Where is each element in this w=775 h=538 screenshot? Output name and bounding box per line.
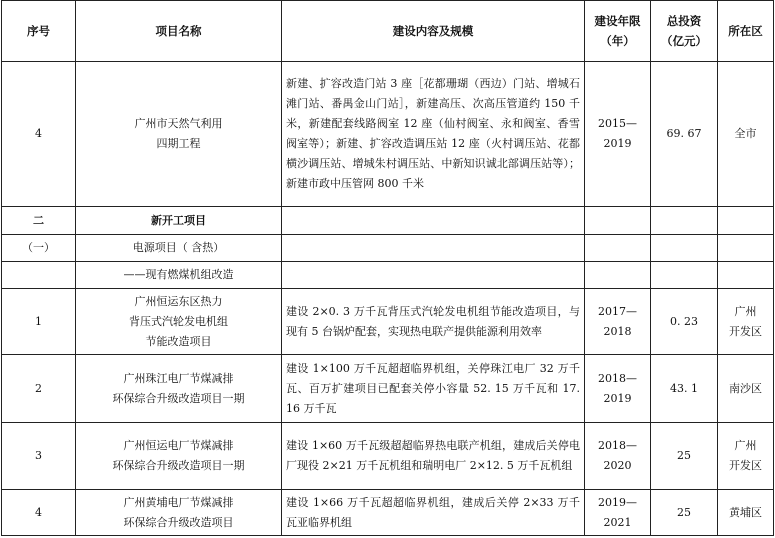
row-name-line: 环保综合升级改造项目 xyxy=(123,515,234,529)
row-district-line: 开发区 xyxy=(729,459,762,472)
row-name: 新开工项目 xyxy=(76,207,282,235)
header-invest-line1: 总投资 xyxy=(666,14,702,28)
row-no: 1 xyxy=(2,289,76,355)
subsection-row xyxy=(2,235,774,262)
category-row xyxy=(2,262,774,289)
header-invest-line2: （亿元） xyxy=(661,34,707,48)
row-district-line: 全市 xyxy=(734,127,757,140)
row-name-line: 四期工程 xyxy=(156,137,201,150)
row-years: 2017—2018 xyxy=(585,289,651,355)
row-district-line: 开发区 xyxy=(729,324,762,338)
row-no: 4 xyxy=(2,62,76,207)
row-years: 2015—2019 xyxy=(585,62,651,207)
row-no: 2 xyxy=(2,355,76,423)
row-years xyxy=(585,235,651,262)
row-invest: 43. 1 xyxy=(651,355,718,423)
header-years xyxy=(585,1,651,62)
row-district-line: 黄埔区 xyxy=(729,505,762,519)
table-row xyxy=(2,62,774,207)
row-invest: 25 xyxy=(651,490,718,536)
row-content: 建设 1×66 万千瓦超超临界机组，建成后关停 2×33 万千瓦亚临界机组 xyxy=(282,490,585,536)
row-content: 新建、扩容改造门站 3 座［花都珊瑚（西边）门站、增城石滩门站、番禺金山门站］，新建高压、次高压管道约 150 千米，新建配套线路阀室 12 座（仙村阀室、永和阀室、香雪阀室等）；新建、扩容改造调压站 12 座（火村调压站、花都横沙调压站、增城朱村调压站、中新知识诚北部调压站等）；新建市政中压管网 800 千米 xyxy=(282,62,585,207)
row-years: 2019—2021 xyxy=(585,490,651,536)
row-name-line: 环保综合升级改造项目一期 xyxy=(112,459,245,472)
row-years: 2018—2020 xyxy=(585,423,651,490)
row-name-line: 背压式汽轮发电机组 xyxy=(129,314,228,328)
table-row xyxy=(2,355,774,423)
header-no: 序号 xyxy=(2,1,76,62)
row-district xyxy=(718,289,774,355)
row-name-line: 广州黄埔电厂节煤减排 xyxy=(123,495,234,509)
row-content: 建设 1×100 万千瓦超超临界机组，关停珠江电厂 32 万千瓦、百万扩建项目已配套关停小容量 52. 15 万千瓦和 17. 16 万千瓦 xyxy=(282,355,585,423)
row-district-line: 广州 xyxy=(734,439,757,452)
row-district-line: 广州 xyxy=(734,304,757,318)
header-content: 建设内容及规模 xyxy=(282,1,585,62)
row-name-line: 广州珠江电厂节煤减排 xyxy=(123,371,234,385)
header-years-line2: （年） xyxy=(600,34,635,48)
row-name-line: 节能改造项目 xyxy=(145,334,212,348)
row-district xyxy=(718,355,774,423)
header-invest xyxy=(651,1,718,62)
row-invest: 69. 67 xyxy=(651,62,718,207)
row-name-line: 广州恒运东区热力 xyxy=(134,294,223,308)
row-no: （一） xyxy=(2,235,76,262)
row-name xyxy=(76,289,282,355)
row-name xyxy=(76,490,282,536)
row-district xyxy=(718,490,774,536)
row-content: 建设 1×60 万千瓦级超超临界热电联产机组，建成后关停电厂现役 2×21 万千瓦机组和瑞明电厂 2×12. 5 万千瓦机组 xyxy=(282,423,585,490)
row-years: 2018—2019 xyxy=(585,355,651,423)
table-row xyxy=(2,490,774,536)
row-content xyxy=(282,207,585,235)
row-invest xyxy=(651,235,718,262)
section-row xyxy=(2,207,774,235)
row-no xyxy=(2,262,76,289)
table-header-row xyxy=(2,1,774,62)
row-years xyxy=(585,262,651,289)
row-district xyxy=(718,207,774,235)
table-row xyxy=(2,289,774,355)
row-name-line: 广州市天然气利用 xyxy=(134,117,223,130)
row-name xyxy=(76,423,282,490)
header-district: 所在区 xyxy=(718,1,774,62)
row-district xyxy=(718,262,774,289)
header-name: 项目名称 xyxy=(76,1,282,62)
row-no: 二 xyxy=(2,207,76,235)
row-name: ——现有燃煤机组改造 xyxy=(76,262,282,289)
row-name-line: 广州恒运电厂节煤减排 xyxy=(123,439,234,452)
row-no: 3 xyxy=(2,423,76,490)
row-invest: 25 xyxy=(651,423,718,490)
row-invest: 0. 23 xyxy=(651,289,718,355)
row-district xyxy=(718,235,774,262)
row-content xyxy=(282,262,585,289)
row-years xyxy=(585,207,651,235)
table-row xyxy=(2,423,774,490)
row-district xyxy=(718,423,774,490)
row-district xyxy=(718,62,774,207)
row-invest xyxy=(651,262,718,289)
row-no: 4 xyxy=(2,490,76,536)
row-content: 建设 2×0. 3 万千瓦背压式汽轮发电机组节能改造项目，与现有 5 台锅炉配套，实现热电联产提供能源利用效率 xyxy=(282,289,585,355)
row-content xyxy=(282,235,585,262)
project-table xyxy=(1,0,774,536)
row-invest xyxy=(651,207,718,235)
row-name xyxy=(76,355,282,423)
row-name xyxy=(76,62,282,207)
header-years-line1: 建设年限 xyxy=(594,14,641,28)
row-name-line: 环保综合升级改造项目一期 xyxy=(112,391,245,405)
row-district-line: 南沙区 xyxy=(729,381,762,395)
row-name: 电源项目（ 含热） xyxy=(76,235,282,262)
